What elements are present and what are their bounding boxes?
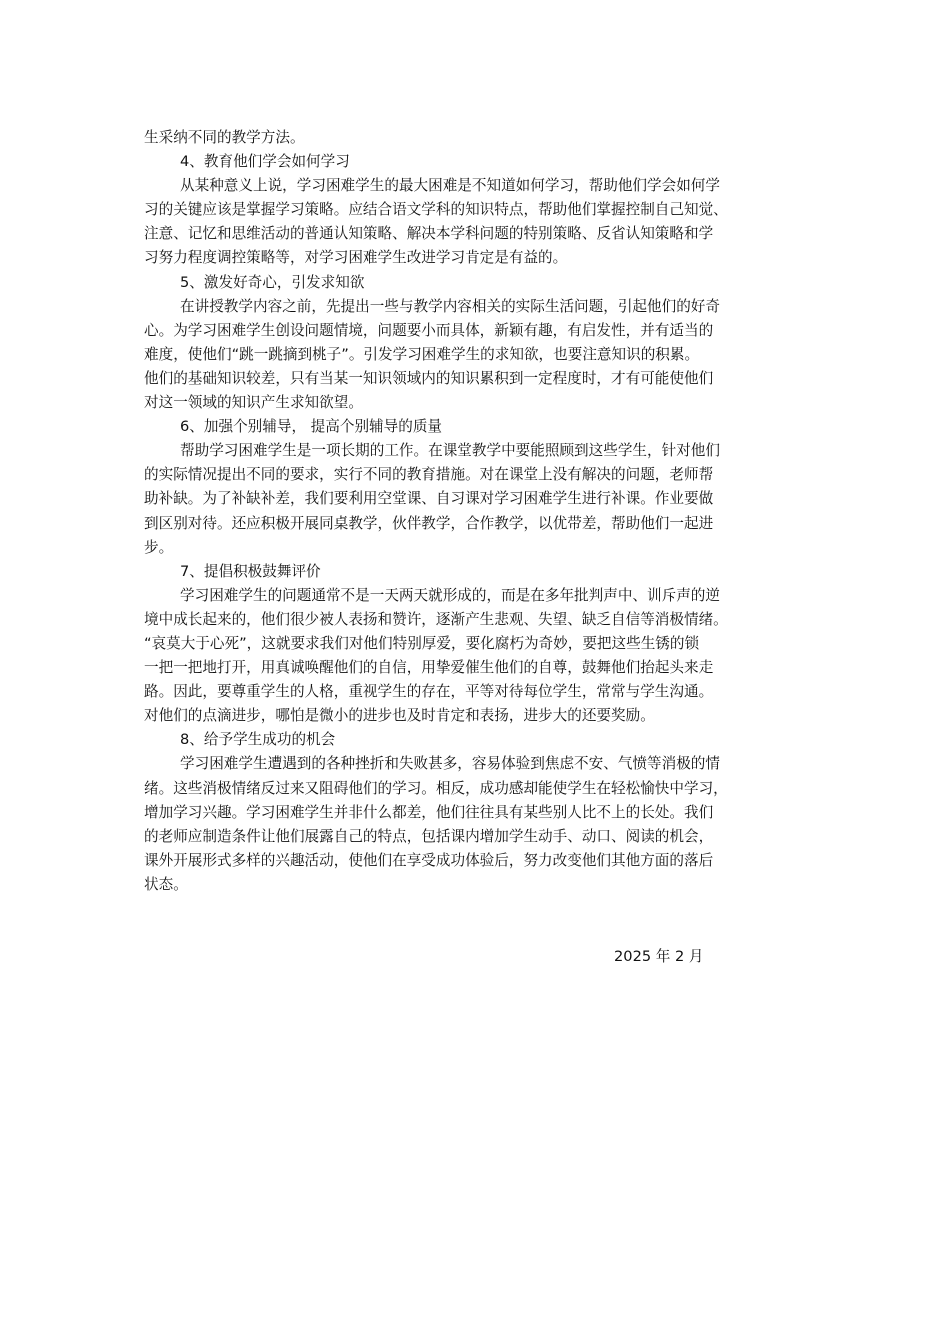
text-line: 境中成长起来的，他们很少被人表扬和赞许，逐渐产生悲观、失望、缺乏自信等消极情绪。 <box>144 610 728 628</box>
text-line: 生采纳不同的教学方法。 <box>144 129 305 146</box>
text-line: 对这一领域的知识产生求知欲望。 <box>144 394 363 412</box>
text-line: 5、激发好奇心，引发求知欲 <box>180 273 365 291</box>
text-line: 状态。 <box>144 875 188 893</box>
text-line: 在讲授教学内容之前，先提出一些与教学内容相关的实际生活问题，引起他们的好奇 <box>180 297 720 315</box>
document-date: 2025 年 2 月 <box>614 948 704 965</box>
text-line: 对他们的点滴进步，哪怕是微小的进步也及时肯定和表扬，进步大的还要奖励。 <box>144 707 655 725</box>
text-line: 一把一把地打开，用真诚唤醒他们的自信，用挚爱催生他们的自尊，鼓舞他们抬起头来走 <box>144 659 714 677</box>
text-line: 4、教育他们学会如何学习 <box>180 153 350 171</box>
text-line: 6、加强个别辅导， 提高个别辅导的质量 <box>180 418 443 436</box>
text-line: 心。为学习困难学生创设问题情境，问题要小而具体，新颖有趣，有启发性，并有适当的 <box>144 321 714 339</box>
text-line: 从某种意义上说，学习困难学生的最大困难是不知道如何学习，帮助他们学会如何学 <box>180 177 720 195</box>
text-line: 帮助学习困难学生是一项长期的工作。在课堂教学中要能照顾到这些学生，针对他们 <box>180 442 720 460</box>
text-line: 学习困难学生遭遇到的各种挫折和失败甚多，容易体验到焦虑不安、气愤等消极的情 <box>180 755 720 773</box>
text-line: 8、给予学生成功的机会 <box>180 731 336 749</box>
text-line: 注意、记忆和思维活动的普通认知策略、解决本学科问题的特别策略、反省认知策略和学 <box>144 225 714 243</box>
text-line: 到区别对待。还应积极开展同桌教学，伙伴教学，合作教学，以优带差，帮助他们一起进 <box>144 514 714 532</box>
text-line: 难度，使他们“跳一跳摘到桃子”。引发学习困难学生的求知欲，也要注意知识的积累。 <box>144 345 700 363</box>
text-line: 习努力程度调控策略等，对学习困难学生改进学习肯定是有益的。 <box>144 249 568 267</box>
text-line: 路。因此，要尊重学生的人格，重视学生的存在，平等对待每位学生，常常与学生沟通。 <box>144 683 714 701</box>
text-line: 的老师应制造条件让他们展露自己的特点，包括课内增加学生动手、动口、阅读的机会， <box>144 827 714 845</box>
text-line: 习的关键应该是掌握学习策略。应结合语文学科的知识特点，帮助他们掌握控制自己知觉、 <box>144 201 728 219</box>
text-line: “哀莫大于心死”，这就要求我们对他们特别厚爱，要化腐朽为奇妙，要把这些生锈的锁 <box>144 634 700 652</box>
text-line: 学习困难学生的问题通常不是一天两天就形成的，而是在多年批判声中、训斥声的逆 <box>180 586 720 604</box>
text-line: 7、提倡积极鼓舞评价 <box>180 562 321 580</box>
text-line: 增加学习兴趣。学习困难学生并非什么都差，他们往往具有某些别人比不上的长处。我们 <box>144 803 714 821</box>
text-line: 课外开展形式多样的兴趣活动，使他们在享受成功体验后，努力改变他们其他方面的落后 <box>144 851 714 869</box>
text-line: 的实际情况提出不同的要求，实行不同的教育措施。对在课堂上没有解决的问题，老师帮 <box>144 466 714 484</box>
text-line: 绪。这些消极情绪反过来又阻碍他们的学习。相反，成功感却能使学生在轻松愉快中学习， <box>144 779 728 797</box>
document-body <box>144 126 814 897</box>
text-line: 助补缺。为了补缺补差，我们要利用空堂课、自习课对学习困难学生进行补课。作业要做 <box>144 490 714 508</box>
text-line: 他们的基础知识较差，只有当某一知识领域内的知识累积到一定程度时，才有可能使他们 <box>144 369 714 387</box>
text-line: 步。 <box>144 538 174 556</box>
